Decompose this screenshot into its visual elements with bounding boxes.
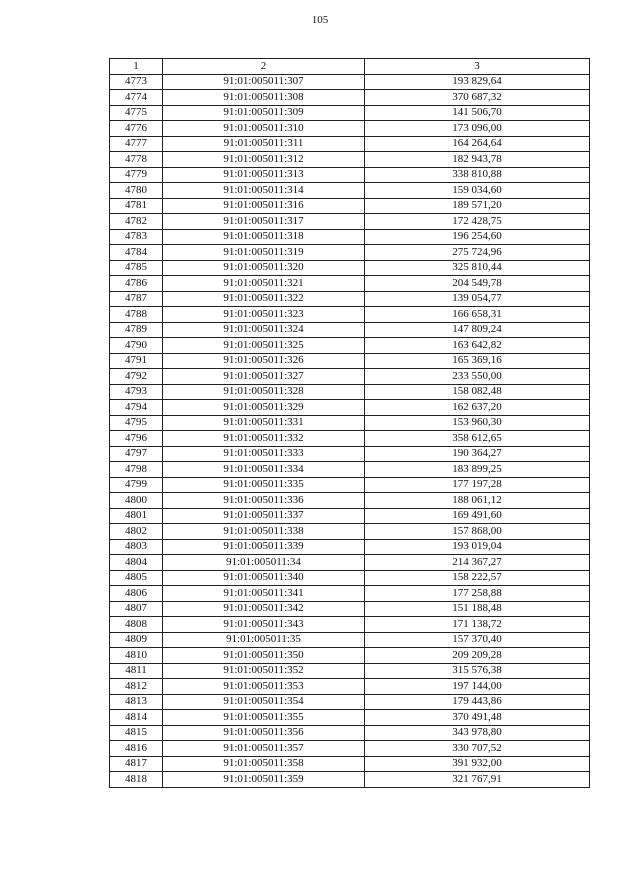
row-number-cell: 4798 [110, 462, 163, 478]
value-cell: 164 264,64 [365, 136, 590, 152]
row-number-cell: 4809 [110, 632, 163, 648]
cadastral-number-cell: 91:01:005011:307 [163, 74, 365, 90]
table-row [110, 539, 590, 555]
cadastral-number-cell: 91:01:005011:317 [163, 214, 365, 230]
row-number-cell: 4815 [110, 725, 163, 741]
row-number-cell: 4804 [110, 555, 163, 571]
table-row [110, 493, 590, 509]
cadastral-number-cell: 91:01:005011:343 [163, 617, 365, 633]
value-cell: 358 612,65 [365, 431, 590, 447]
cadastral-number-cell: 91:01:005011:359 [163, 772, 365, 788]
value-cell: 275 724,96 [365, 245, 590, 261]
row-number-cell: 4785 [110, 260, 163, 276]
table-row [110, 307, 590, 323]
table-row [110, 353, 590, 369]
row-number-cell: 4816 [110, 741, 163, 757]
value-cell: 196 254,60 [365, 229, 590, 245]
table-row [110, 694, 590, 710]
cadastral-number-cell: 91:01:005011:354 [163, 694, 365, 710]
row-number-cell: 4817 [110, 756, 163, 772]
row-number-cell: 4814 [110, 710, 163, 726]
table-row [110, 555, 590, 571]
row-number-cell: 4806 [110, 586, 163, 602]
row-number-cell: 4805 [110, 570, 163, 586]
table-row [110, 90, 590, 106]
cadastral-number-cell: 91:01:005011:309 [163, 105, 365, 121]
table-row [110, 245, 590, 261]
cadastral-number-cell: 91:01:005011:323 [163, 307, 365, 323]
table-row [110, 183, 590, 199]
value-cell: 163 642,82 [365, 338, 590, 354]
table-row [110, 384, 590, 400]
value-cell: 153 960,30 [365, 415, 590, 431]
cadastral-number-cell: 91:01:005011:334 [163, 462, 365, 478]
cadastral-number-cell: 91:01:005011:355 [163, 710, 365, 726]
row-number-cell: 4795 [110, 415, 163, 431]
row-number-cell: 4791 [110, 353, 163, 369]
table-row [110, 400, 590, 416]
cadastral-number-cell: 91:01:005011:335 [163, 477, 365, 493]
cadastral-number-cell: 91:01:005011:353 [163, 679, 365, 695]
cadastral-number-cell: 91:01:005011:342 [163, 601, 365, 617]
row-number-cell: 4780 [110, 183, 163, 199]
column-header-3: 3 [365, 59, 590, 75]
table-row [110, 679, 590, 695]
table-row [110, 663, 590, 679]
row-number-cell: 4782 [110, 214, 163, 230]
value-cell: 182 943,78 [365, 152, 590, 168]
row-number-cell: 4813 [110, 694, 163, 710]
column-header-2: 2 [163, 59, 365, 75]
page-number: 105 [311, 14, 329, 26]
table-row [110, 477, 590, 493]
cadastral-number-cell: 91:01:005011:357 [163, 741, 365, 757]
table-row [110, 105, 590, 121]
value-cell: 204 549,78 [365, 276, 590, 292]
cadastral-table [109, 58, 590, 788]
cadastral-number-cell: 91:01:005011:331 [163, 415, 365, 431]
row-number-cell: 4790 [110, 338, 163, 354]
cadastral-number-cell: 91:01:005011:310 [163, 121, 365, 137]
table-row [110, 322, 590, 338]
table-row [110, 446, 590, 462]
row-number-cell: 4784 [110, 245, 163, 261]
cadastral-number-cell: 91:01:005011:327 [163, 369, 365, 385]
row-number-cell: 4774 [110, 90, 163, 106]
cadastral-number-cell: 91:01:005011:311 [163, 136, 365, 152]
cadastral-number-cell: 91:01:005011:313 [163, 167, 365, 183]
value-cell: 172 428,75 [365, 214, 590, 230]
cadastral-number-cell: 91:01:005011:339 [163, 539, 365, 555]
row-number-cell: 4783 [110, 229, 163, 245]
value-cell: 188 061,12 [365, 493, 590, 509]
cadastral-number-cell: 91:01:005011:318 [163, 229, 365, 245]
table-row [110, 415, 590, 431]
value-cell: 177 197,28 [365, 477, 590, 493]
value-cell: 169 491,60 [365, 508, 590, 524]
value-cell: 141 506,70 [365, 105, 590, 121]
value-cell: 157 868,00 [365, 524, 590, 540]
row-number-cell: 4793 [110, 384, 163, 400]
row-number-cell: 4777 [110, 136, 163, 152]
table-row [110, 617, 590, 633]
value-cell: 190 364,27 [365, 446, 590, 462]
row-number-cell: 4812 [110, 679, 163, 695]
value-cell: 171 138,72 [365, 617, 590, 633]
cadastral-number-cell: 91:01:005011:340 [163, 570, 365, 586]
value-cell: 209 209,28 [365, 648, 590, 664]
cadastral-number-cell: 91:01:005011:326 [163, 353, 365, 369]
value-cell: 343 978,80 [365, 725, 590, 741]
cadastral-number-cell: 91:01:005011:316 [163, 198, 365, 214]
value-cell: 159 034,60 [365, 183, 590, 199]
table-row [110, 462, 590, 478]
row-number-cell: 4802 [110, 524, 163, 540]
row-number-cell: 4789 [110, 322, 163, 338]
table-row [110, 152, 590, 168]
row-number-cell: 4775 [110, 105, 163, 121]
value-cell: 166 658,31 [365, 307, 590, 323]
value-cell: 370 687,32 [365, 90, 590, 106]
row-number-cell: 4786 [110, 276, 163, 292]
table-row [110, 648, 590, 664]
cadastral-number-cell: 91:01:005011:338 [163, 524, 365, 540]
value-cell: 330 707,52 [365, 741, 590, 757]
value-cell: 157 370,40 [365, 632, 590, 648]
table-row [110, 338, 590, 354]
table-row [110, 431, 590, 447]
table-row [110, 601, 590, 617]
cadastral-number-cell: 91:01:005011:336 [163, 493, 365, 509]
value-cell: 391 932,00 [365, 756, 590, 772]
row-number-cell: 4808 [110, 617, 163, 633]
cadastral-number-cell: 91:01:005011:358 [163, 756, 365, 772]
table-row [110, 74, 590, 90]
cadastral-number-cell: 91:01:005011:322 [163, 291, 365, 307]
row-number-cell: 4807 [110, 601, 163, 617]
row-number-cell: 4778 [110, 152, 163, 168]
row-number-cell: 4794 [110, 400, 163, 416]
header-row [110, 59, 590, 75]
table-row [110, 260, 590, 276]
value-cell: 197 144,00 [365, 679, 590, 695]
value-cell: 158 082,48 [365, 384, 590, 400]
value-cell: 338 810,88 [365, 167, 590, 183]
cadastral-number-cell: 91:01:005011:352 [163, 663, 365, 679]
row-number-cell: 4797 [110, 446, 163, 462]
table-row [110, 741, 590, 757]
cadastral-number-cell: 91:01:005011:34 [163, 555, 365, 571]
value-cell: 370 491,48 [365, 710, 590, 726]
value-cell: 233 550,00 [365, 369, 590, 385]
value-cell: 158 222,57 [365, 570, 590, 586]
row-number-cell: 4818 [110, 772, 163, 788]
row-number-cell: 4788 [110, 307, 163, 323]
cadastral-number-cell: 91:01:005011:333 [163, 446, 365, 462]
cadastral-number-cell: 91:01:005011:324 [163, 322, 365, 338]
table-row [110, 198, 590, 214]
cadastral-number-cell: 91:01:005011:332 [163, 431, 365, 447]
table-row [110, 291, 590, 307]
value-cell: 177 258,88 [365, 586, 590, 602]
cadastral-number-cell: 91:01:005011:314 [163, 183, 365, 199]
value-cell: 139 054,77 [365, 291, 590, 307]
row-number-cell: 4776 [110, 121, 163, 137]
table-row [110, 167, 590, 183]
cadastral-number-cell: 91:01:005011:356 [163, 725, 365, 741]
row-number-cell: 4779 [110, 167, 163, 183]
column-header-1: 1 [110, 59, 163, 75]
value-cell: 325 810,44 [365, 260, 590, 276]
row-number-cell: 4810 [110, 648, 163, 664]
table-header [110, 59, 590, 75]
cadastral-number-cell: 91:01:005011:319 [163, 245, 365, 261]
row-number-cell: 4773 [110, 74, 163, 90]
table-row [110, 586, 590, 602]
table-row [110, 524, 590, 540]
cadastral-number-cell: 91:01:005011:308 [163, 90, 365, 106]
cadastral-number-cell: 91:01:005011:320 [163, 260, 365, 276]
cadastral-number-cell: 91:01:005011:325 [163, 338, 365, 354]
row-number-cell: 4811 [110, 663, 163, 679]
table-row [110, 214, 590, 230]
cadastral-number-cell: 91:01:005011:337 [163, 508, 365, 524]
cadastral-number-cell: 91:01:005011:350 [163, 648, 365, 664]
row-number-cell: 4800 [110, 493, 163, 509]
cadastral-number-cell: 91:01:005011:341 [163, 586, 365, 602]
table-row [110, 136, 590, 152]
value-cell: 189 571,20 [365, 198, 590, 214]
value-cell: 173 096,00 [365, 121, 590, 137]
row-number-cell: 4803 [110, 539, 163, 555]
row-number-cell: 4787 [110, 291, 163, 307]
value-cell: 315 576,38 [365, 663, 590, 679]
value-cell: 193 829,64 [365, 74, 590, 90]
cadastral-number-cell: 91:01:005011:312 [163, 152, 365, 168]
table-row [110, 369, 590, 385]
table-row [110, 756, 590, 772]
row-number-cell: 4796 [110, 431, 163, 447]
row-number-cell: 4792 [110, 369, 163, 385]
row-number-cell: 4801 [110, 508, 163, 524]
table-row [110, 508, 590, 524]
value-cell: 193 019,04 [365, 539, 590, 555]
value-cell: 183 899,25 [365, 462, 590, 478]
row-number-cell: 4781 [110, 198, 163, 214]
cadastral-number-cell: 91:01:005011:321 [163, 276, 365, 292]
value-cell: 165 369,16 [365, 353, 590, 369]
value-cell: 179 443,86 [365, 694, 590, 710]
table-row [110, 710, 590, 726]
value-cell: 162 637,20 [365, 400, 590, 416]
cadastral-number-cell: 91:01:005011:329 [163, 400, 365, 416]
table-body [110, 74, 590, 787]
row-number-cell: 4799 [110, 477, 163, 493]
table-row [110, 570, 590, 586]
cadastral-number-cell: 91:01:005011:35 [163, 632, 365, 648]
value-cell: 321 767,91 [365, 772, 590, 788]
table-row [110, 772, 590, 788]
cadastral-number-cell: 91:01:005011:328 [163, 384, 365, 400]
value-cell: 214 367,27 [365, 555, 590, 571]
table-row [110, 229, 590, 245]
table-row [110, 276, 590, 292]
table-row [110, 121, 590, 137]
table-row [110, 632, 590, 648]
value-cell: 151 188,48 [365, 601, 590, 617]
table-row [110, 725, 590, 741]
value-cell: 147 809,24 [365, 322, 590, 338]
